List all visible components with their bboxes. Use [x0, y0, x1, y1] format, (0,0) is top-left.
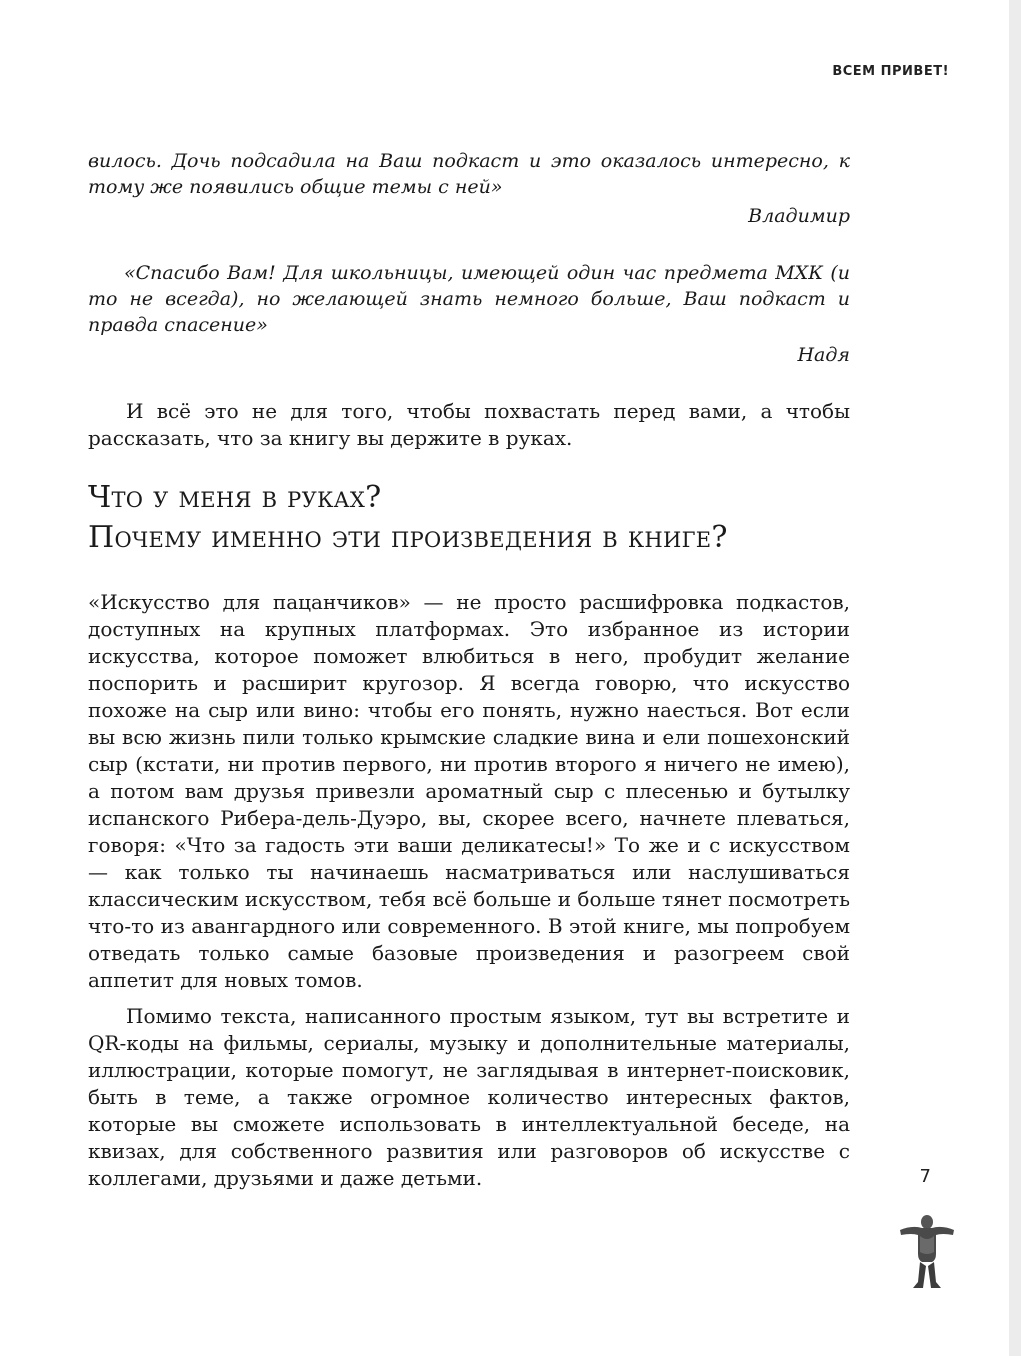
- section-heading-line-2: Почему именно эти произведения в книге?: [88, 520, 728, 555]
- page-number: 7: [919, 1166, 931, 1187]
- section-heading-line-1: Что у меня в руках?: [88, 480, 382, 515]
- page-edge-strip: [1009, 0, 1021, 1356]
- quote-1-author: Владимир: [748, 205, 850, 227]
- intro-paragraph: И всё это не для того, чтобы похвастать перед вами, а чтобы рассказать, что за книгу вы держите в руках.: [88, 399, 850, 450]
- section-heading: [88, 478, 888, 558]
- quote-1-text: вилось. Дочь подсадила на Ваш подкаст и это оказалось интересно, к тому же появились общие темы с ней»: [88, 150, 850, 198]
- running-header: ВСЕМ ПРИВЕТ!: [832, 64, 949, 79]
- body-paragraph-1: «Искусство для пацанчиков» — не просто расшифровка подкастов, доступных на крупных платформах. Это избранное из истории искусства, которое поможет влюбиться в него, пробудит желание поспорить и расширит кругозор. Я всегда говорю, что искусство похоже на сыр или вино: чтобы его понять, нужно наесться. Вот если вы всю жизнь пили только крымские сладкие вина и ели пошехонский сыр (кстати, ни против первого, ни против второго я ничего не имею), а потом вам друзья привезли ароматный сыр с плесенью и бутылку испанского Рибера-дель-Дуэро, вы, скорее всего, начнете плеваться, говоря: «Что за гадость эти ваши деликатесы!» То же и с искусством — как только ты начинаешь насматриваться или наслушиваться классическим искусством, тебя всё больше и больше тянет посмотреть что-то из авангардного или современного. В этой книге, мы попробуем отведать только самые базовые произведения и разогреем свой аппетит для новых томов.: [88, 590, 850, 992]
- body-paragraph-2: Помимо текста, написанного простым языком, тут вы встретите и QR-коды на фильмы, сериалы, музыку и дополнительные материалы, иллюстрации, которые помогут, не заглядывая в интернет-поисковик, быть в теме, а также огромное количество интересных фактов, которые вы сможете использовать в интеллектуальной беседе, на квизах, для собственного развития или разговоров об искусстве с коллегами, друзьями и даже детьми.: [88, 1004, 850, 1190]
- quote-2-author: Надя: [797, 344, 850, 366]
- sculpture-figure-icon: [896, 1212, 958, 1290]
- quote-2-text: «Спасибо Вам! Для школьницы, имеющей один час предмета МХК (и то не всегда), но желающей знать немного больше, Ваш подкаст и правда спасение»: [88, 262, 850, 336]
